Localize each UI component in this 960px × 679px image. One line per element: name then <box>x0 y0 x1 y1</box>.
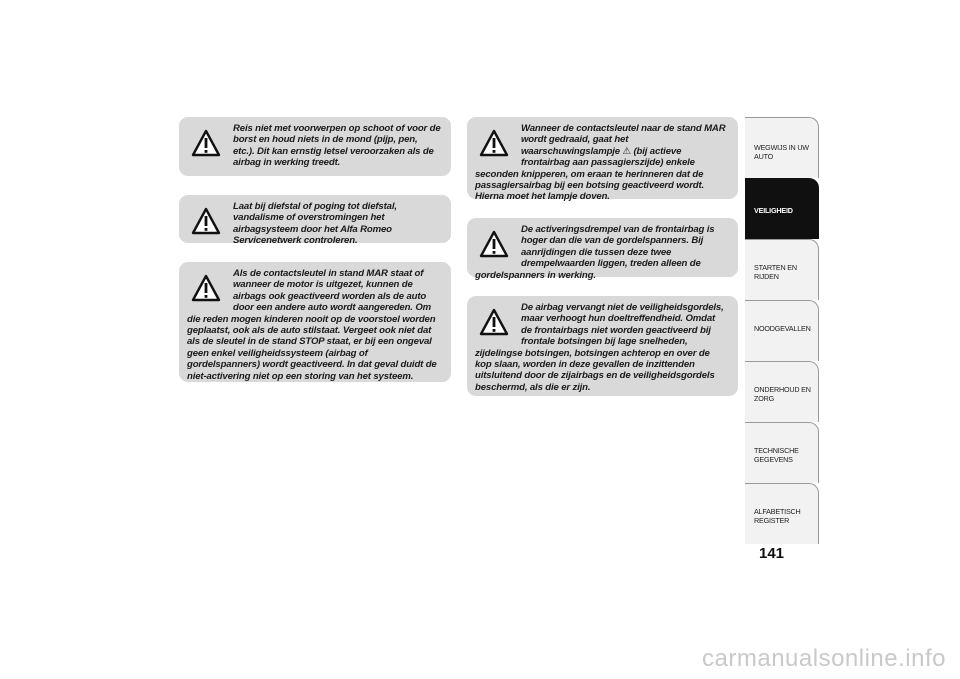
warning-box-6 <box>467 296 738 396</box>
warning-text: De airbag vervangt niet de veiligheidsgordels, maar verhoogt hun doeltreffendheid. Omdat de frontairbags niet worden geactiveerd bij frontale botsingen bij lage snelheden, zijdelingse botsingen, botsingen achterop en over de kop slaan, worden in deze gevallen de inzittenden uitsluitend door de zijairbags en de veiligheidsgordels beschermd, als die er zijn. <box>475 302 724 393</box>
warning-text: Reis niet met voorwerpen op schoot of voor de borst en houd niets in de mond (pijp, pen, etc.). Dit kan ernstig letsel veroorzaken als de airbag in werking treedt. <box>233 123 441 169</box>
warning-box-2 <box>179 195 451 247</box>
warning-triangle-icon <box>479 308 509 336</box>
page-number: 141 <box>759 545 785 562</box>
tab-onderhoud-en-zorg[interactable]: ONDERHOUD EN ZORG <box>745 361 819 422</box>
warning-text: Wanneer de contactsleutel naar de stand MAR wordt gedraaid, gaat het waarschuwingslampje ⚠ (bij actieve frontairbag aan passagierszijde) enkele seconden knipperen, om eraan te herinneren dat de passagiersairbag bij een botsing geactiveerd wordt. Hierna moet het lampje doven. <box>475 123 726 203</box>
tab-starten-en-rijden[interactable]: STARTEN EN RIJDEN <box>745 239 819 300</box>
warning-box-5 <box>467 218 738 281</box>
tab-alfabetisch-register[interactable]: ALFABETISCH REGISTER <box>745 483 819 544</box>
warning-box-3 <box>179 262 451 382</box>
tab-noodgevallen[interactable]: NOODGEVALLEN <box>745 300 819 361</box>
watermark: carmanualsonline.info <box>702 645 946 672</box>
warning-triangle-icon <box>191 129 221 157</box>
warning-text: De activeringsdrempel van de frontairbag is hoger dan die van de gordelspanners. Bij aanrijdingen die tussen deze twee drempelwaarden liggen, treden alleen de gordelspanners in werking. <box>475 224 715 281</box>
warning-text: Als de contactsleutel in stand MAR staat of wanneer de motor is uitgezet, kunnen de airbags ook geactiveerd worden als de auto door een andere auto wordt aangereden. Om die reden mogen kinderen nooit op de voorstoel worden geplaatst, ook als de auto stilstaat. Vergeet ook niet dat als de sleutel in de stand STOP staat, er bij een ongeval geen enkel veiligheidssysteem (airbag of gordelspanners) wordt geactiveerd. In dat geval duidt de niet-activering niet op een storing van het systeem. <box>187 268 437 382</box>
warning-text: Laat bij diefstal of poging tot diefstal, vandalisme of overstromingen het airbagsysteem door het Alfa Romeo Servicenetwerk controleren. <box>233 201 397 247</box>
warning-triangle-icon <box>479 129 509 157</box>
tab-veiligheid[interactable]: VEILIGHEID <box>745 178 819 239</box>
warning-box-1 <box>179 117 451 176</box>
warning-triangle-icon <box>479 230 509 258</box>
warning-triangle-icon <box>191 207 221 235</box>
tab-technische-gegevens[interactable]: TECHNISCHE GEGEVENS <box>745 422 819 483</box>
chapter-tabs <box>745 117 819 544</box>
tab-wegwijs-in-uw-auto[interactable]: WEGWIJS IN UW AUTO <box>745 117 819 178</box>
warning-box-4 <box>467 117 738 203</box>
warning-triangle-icon <box>191 274 221 302</box>
